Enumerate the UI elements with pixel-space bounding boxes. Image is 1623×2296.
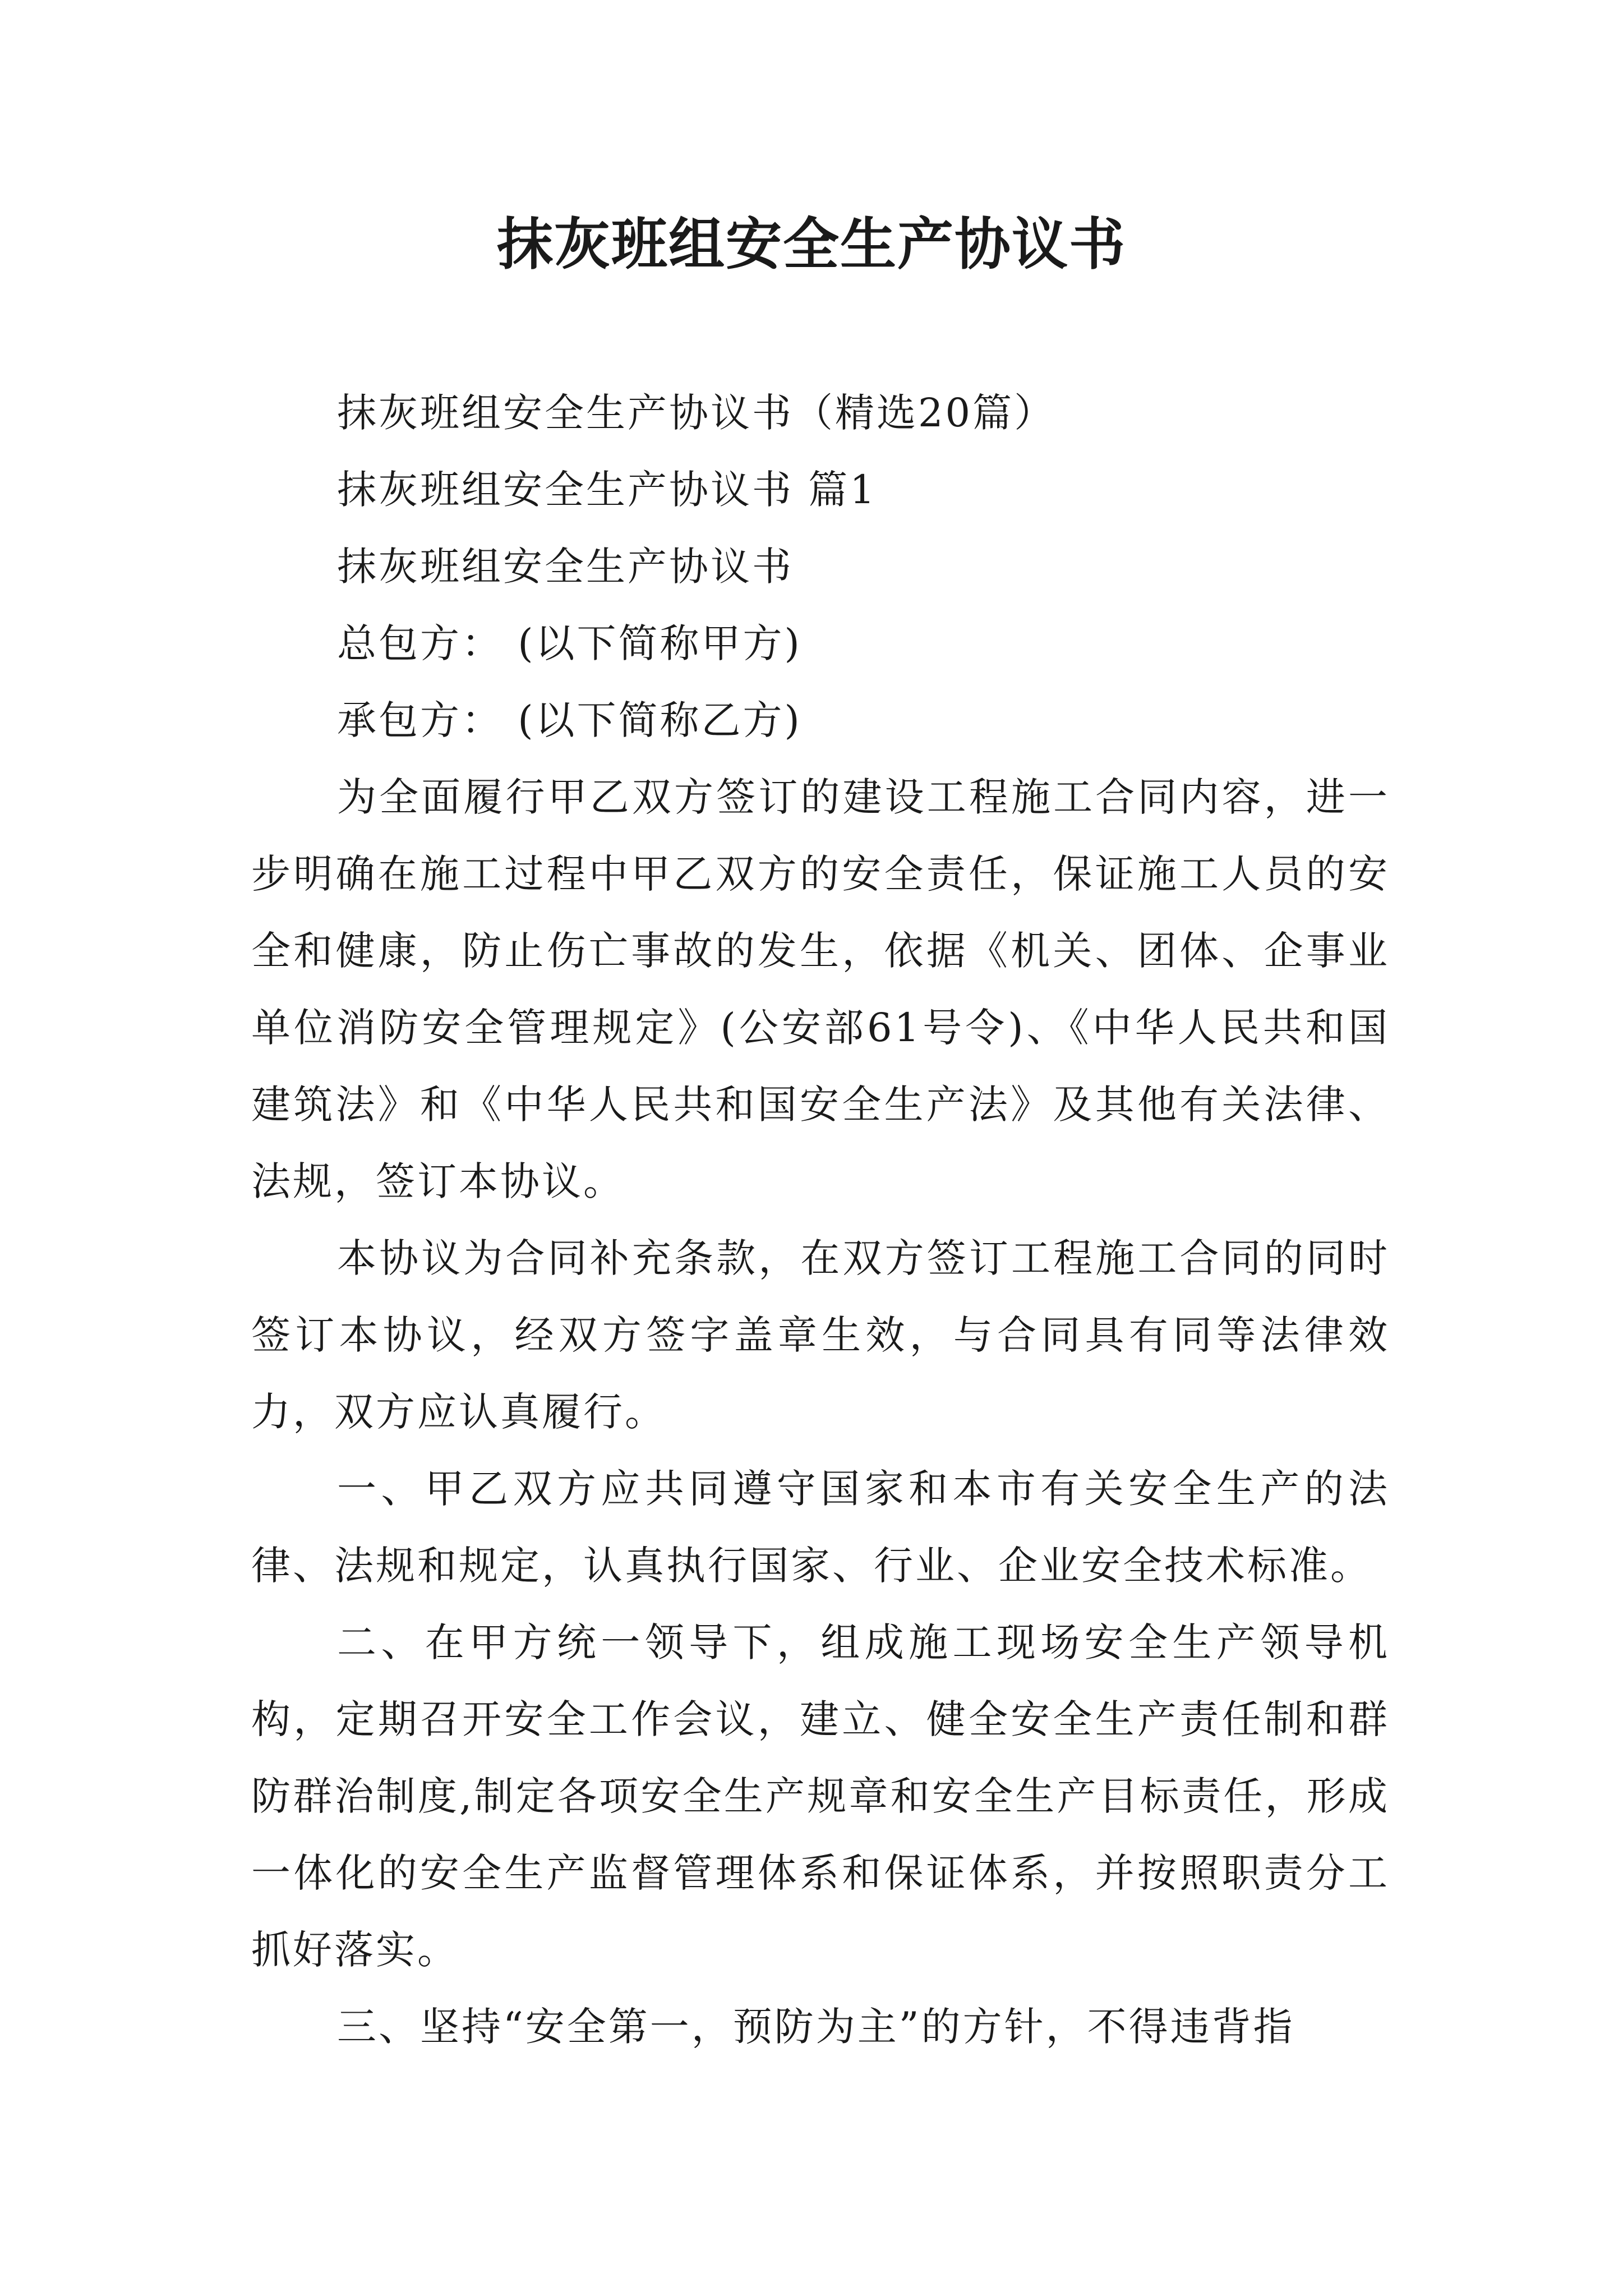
paragraph-purpose: 为全面履行甲乙双方签订的建设工程施工合同内容，进一步明确在施工过程中甲乙双方的安全责任，保证施工人员的安全和健康，防止伤亡事故的发生，依据《机关、团体、企事业单位消防安全管理规定》(公安部61号令)、《中华人民共和国建筑法》和《中华人民共和国安全生产法》及其他有关法律、法规，签订本协议。	[251, 774, 1390, 1204]
party-a-line: 总包方： (以下简称甲方)	[337, 620, 802, 666]
section-heading: 抹灰班组安全生产协议书 篇1	[337, 467, 877, 513]
paragraph-effect: 本协议为合同补充条款，在双方签订工程施工合同的同时签订本协议，经双方签字盖章生效，与合同具有同等法律效力，双方应认真履行。	[251, 1235, 1390, 1435]
clause-one: 一、甲乙双方应共同遵守国家和本市有关安全生产的法律、法规和规定，认真执行国家、行业、企业安全技术标准。	[251, 1466, 1390, 1589]
document-body	[251, 375, 1390, 2065]
document-title: 抹灰班组安全生产协议书	[497, 211, 1126, 277]
party-b-line: 承包方： (以下简称乙方)	[337, 697, 802, 743]
agreement-name: 抹灰班组安全生产协议书	[337, 544, 794, 590]
subtitle-line: 抹灰班组安全生产协议书（精选20篇）	[337, 390, 1056, 436]
clause-two: 二、在甲方统一领导下，组成施工现场安全生产领导机构，定期召开安全工作会议，建立、健全安全生产责任制和群防群治制度,制定各项安全生产规章和安全生产目标责任，形成一体化的安全生产监督管理体系和保证体系，并按照职责分工抓好落实。	[251, 1619, 1390, 1973]
clause-three: 三、坚持“安全第一，预防为主”的方针，不得违背指	[337, 2004, 1295, 2050]
